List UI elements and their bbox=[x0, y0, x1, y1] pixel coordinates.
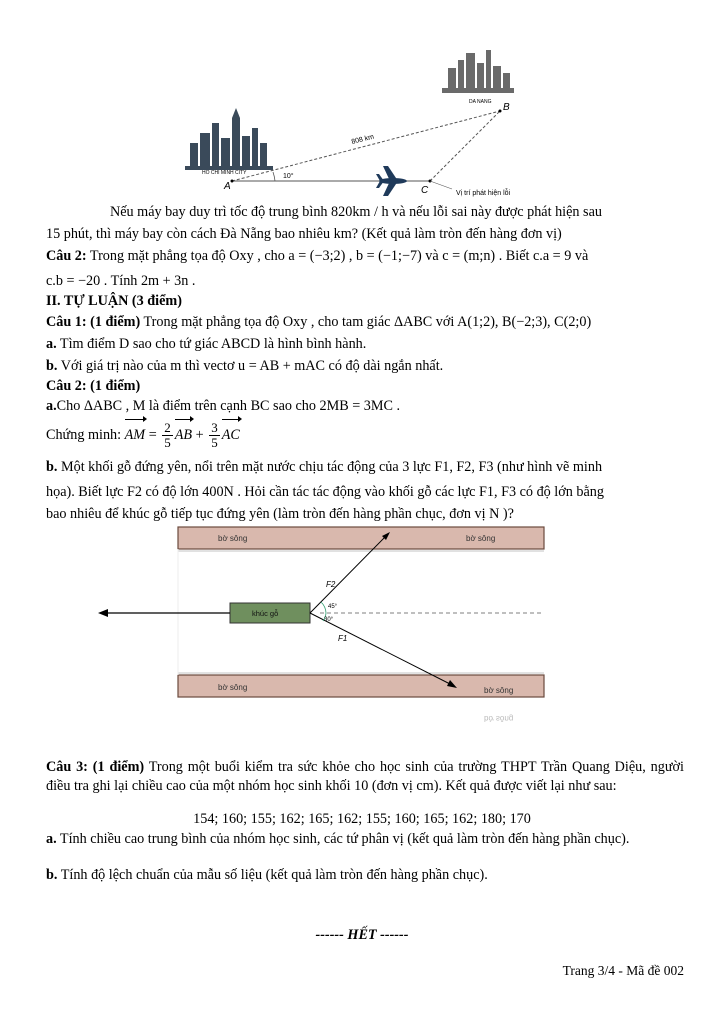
end-marker: ------ HẾT ------ bbox=[315, 927, 409, 943]
angle-label: 10° bbox=[283, 173, 294, 180]
c2b-text1: Một khối gỗ đứng yên, nổi trên mặt nước chịu tác động của 3 lực F1, F2, F3 (như hình vẽ minh bbox=[57, 459, 603, 475]
point-a-label: A bbox=[224, 181, 231, 192]
q2-label: Câu 2: bbox=[46, 248, 87, 264]
c3-data: 154; 160; 155; 162; 165; 162; 155; 160; 165; 162; 180; 170 bbox=[193, 811, 531, 827]
c1b-label: b. bbox=[46, 358, 58, 374]
c3-label: Câu 3: (1 điểm) bbox=[46, 759, 145, 775]
c1b-line bbox=[46, 357, 684, 376]
vec-am: AM bbox=[125, 418, 146, 452]
c1a-text: Tìm điểm D sao cho tứ giác ABCD là hình bình hành. bbox=[56, 336, 367, 352]
c2a-line bbox=[46, 397, 684, 416]
c3a-label: a. bbox=[46, 831, 57, 847]
danang-skyline-image bbox=[442, 50, 514, 93]
angle-30-label: 30° bbox=[324, 617, 334, 623]
error-position-label: Vị trí phát hiện lỗi bbox=[456, 190, 511, 197]
frac-3-5: $\frac{3}{5}$ bbox=[211, 420, 218, 451]
vec-ab: AB bbox=[175, 418, 192, 452]
c3a-text: Tính chiều cao trung bình của nhóm học sinh, các tứ phân vị (kết quả làm tròn đến hàng phần chục). bbox=[56, 831, 630, 847]
c3-text: Trong một buổi kiểm tra sức khỏe cho học sinh của trường THPT Trần Quang Diệu, người điều tra ghi lại chiều cao của một nhóm học sinh khối 10 (đơn vị cm). Kết quả được viết lại như sau: bbox=[46, 759, 684, 794]
q2-line bbox=[46, 247, 684, 266]
hcm-skyline-image bbox=[185, 108, 273, 170]
river-force-diagram bbox=[90, 525, 550, 725]
bank-mirror-label: bờ sông bbox=[484, 714, 514, 723]
flight-diagram bbox=[180, 48, 560, 203]
c3-paragraph bbox=[46, 758, 684, 796]
q1-text-line2: 15 phút, thì máy bay còn cách Đà Nẵng bao nhiêu km? (Kết quả làm tròn đến hàng đơn vị) bbox=[46, 226, 562, 242]
frac-2-5: $\frac{2}{5}$ bbox=[164, 420, 171, 451]
airplane-icon bbox=[376, 166, 407, 196]
distance-label: 808 km bbox=[350, 133, 375, 146]
q1-text-line1: Nếu máy bay duy trì tốc độ trung bình 820km / h và nếu lỗi sai này được phát hiện sau bbox=[110, 204, 602, 220]
danang-label: DA NANG bbox=[469, 99, 492, 105]
c1a-line bbox=[46, 335, 684, 354]
bank-top-right-label: bờ sông bbox=[466, 534, 496, 543]
c2b-line1 bbox=[46, 458, 684, 477]
c2-label: Câu 2: (1 điểm) bbox=[46, 378, 141, 394]
bank-bottom-right-label: bờ sông bbox=[484, 686, 514, 695]
f2-label: F2 bbox=[326, 580, 336, 589]
page-footer: Trang 3/4 - Mã đề 002 bbox=[562, 963, 684, 978]
c2a-label: a. bbox=[46, 398, 57, 414]
hcm-label: HO CHI MINH CITY bbox=[202, 170, 247, 176]
c2-prove-label: Chứng minh: bbox=[46, 427, 122, 443]
c1-text: Trong mặt phẳng tọa độ Oxy , cho tam giác ΔABC với A(1;2), B(−2;3), C(2;0) bbox=[140, 314, 592, 330]
c3b-line bbox=[46, 866, 684, 885]
vec-ac: AC bbox=[222, 418, 240, 452]
c3b-label: b. bbox=[46, 867, 58, 883]
f1-label: F1 bbox=[338, 634, 348, 643]
c1-line bbox=[46, 313, 684, 332]
c1-label: Câu 1: (1 điểm) bbox=[46, 314, 141, 330]
c2b-line2: họa). Biết lực F2 có độ lớn 400N . Hỏi cần tác tác động vào khối gỗ các lực F1, F3 có độ lớn bằng bbox=[46, 484, 604, 500]
block-label: khúc gỗ bbox=[252, 609, 279, 618]
c2b-label: b. bbox=[46, 459, 58, 475]
c3b-text: Tính độ lệch chuẩn của mẫu số liệu (kết quả làm tròn đến hàng phần chục). bbox=[57, 867, 488, 883]
c2b-line3: bao nhiêu để khúc gỗ tiếp tục đứng yên (làm tròn đến hàng phần chục, đơn vị N )? bbox=[46, 506, 514, 522]
c2a-text: Cho ΔABC , M là điểm trên cạnh BC sao cho 2MB = 3MC . bbox=[56, 398, 401, 414]
q2-cont: c.b = −20 . Tính 2m + 3n . bbox=[46, 273, 196, 289]
arrow-f3-icon bbox=[98, 609, 108, 617]
bank-top-left-label: bờ sông bbox=[218, 534, 248, 543]
q2-text: Trong mặt phẳng tọa độ Oxy , cho a = (−3;2) , b = (−1;−7) và c = (m;n) . Biết c.a = 9 và bbox=[86, 248, 589, 264]
bank-bottom-left-label: bờ sông bbox=[218, 683, 248, 692]
section-title: II. TỰ LUẬN (3 điểm) bbox=[46, 293, 182, 309]
c2-formula-line: Chứng minh: AM = $\frac{2}{5}$ AB + $\frac{3}{5}$ AC bbox=[46, 418, 684, 452]
point-b-label: B bbox=[503, 102, 510, 113]
c1a-label: a. bbox=[46, 336, 57, 352]
angle-45-label: 45° bbox=[328, 604, 338, 610]
point-c-label: C bbox=[421, 185, 429, 196]
c1b-text: Với giá trị nào của m thì vectơ u = AB + mAC có độ dài ngắn nhất. bbox=[57, 358, 444, 374]
c3a-line bbox=[46, 830, 684, 849]
